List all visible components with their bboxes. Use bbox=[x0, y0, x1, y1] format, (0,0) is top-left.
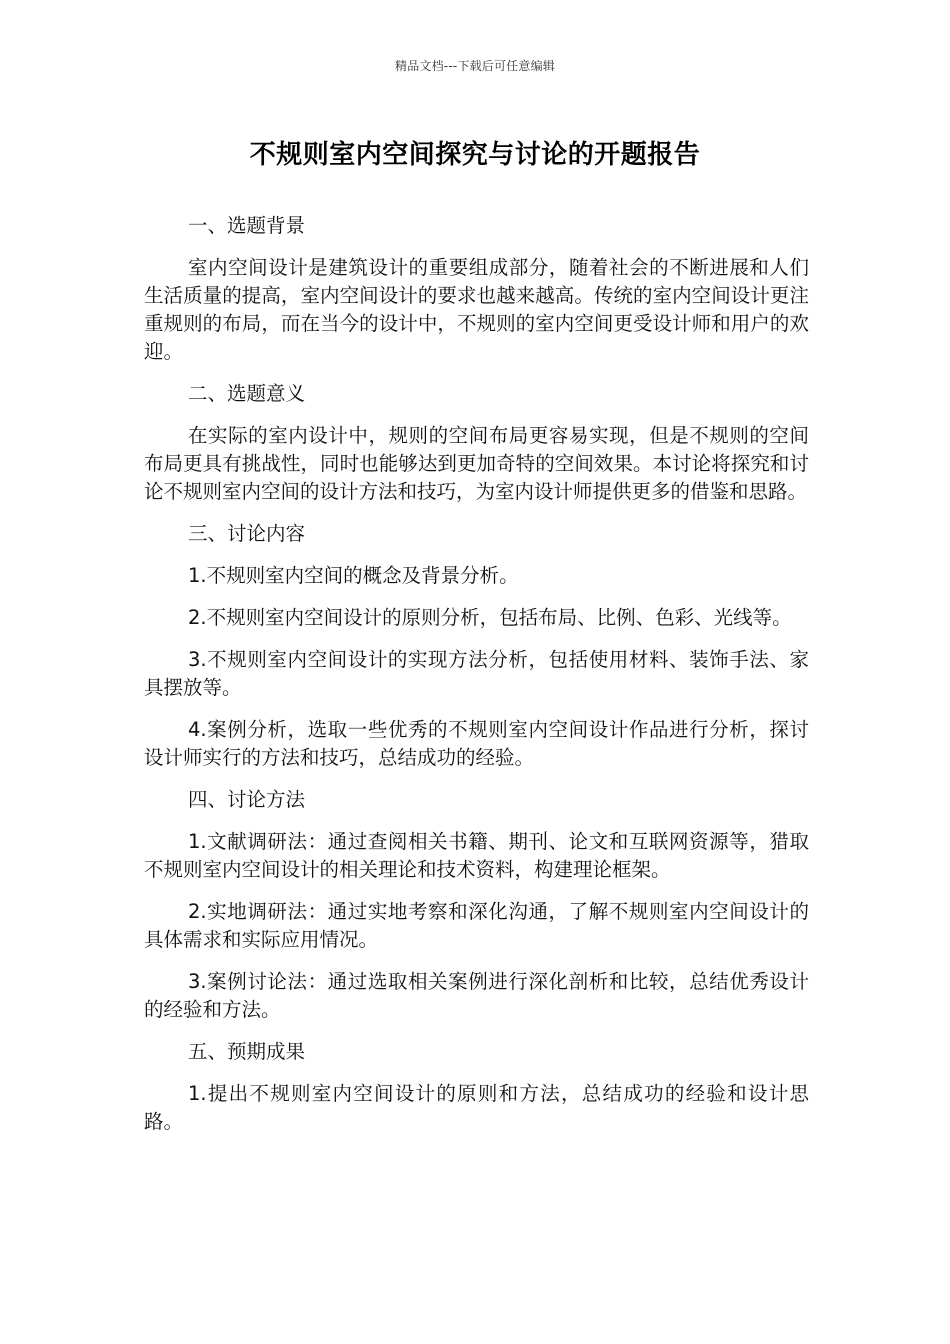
list-item: 1.文献调研法：通过查阅相关书籍、期刊、论文和互联网资源等，猎取不规则室内空间设计的相关理论和技术资料，构建理论框架。 bbox=[144, 830, 809, 881]
paragraph: 室内空间设计是建筑设计的重要组成部分，随着社会的不断进展和人们生活质量的提高，室内空间设计的要求也越来越高。传统的室内空间设计更注重规则的布局，而在当今的设计中，不规则的室内空间更受设计师和用户的欢迎。 bbox=[144, 256, 809, 363]
section-heading: 四、讨论方法 bbox=[188, 788, 306, 811]
list-item: 3.案例讨论法：通过选取相关案例进行深化剖析和比较，总结优秀设计的经验和方法。 bbox=[144, 970, 809, 1021]
list-item: 2.实地调研法：通过实地考察和深化沟通，了解不规则室内空间设计的具体需求和实际应用情况。 bbox=[144, 900, 809, 951]
section-background bbox=[144, 212, 809, 366]
section-heading: 一、选题背景 bbox=[188, 214, 306, 237]
list-item: 1.提出不规则室内空间设计的原则和方法，总结成功的经验和设计思路。 bbox=[144, 1082, 809, 1133]
paragraph: 在实际的室内设计中，规则的空间布局更容易实现，但是不规则的空间布局更具有挑战性，同时也能够达到更加奇特的空间效果。本讨论将探究和讨论不规则室内空间的设计方法和技巧，为室内设计师提供更多的借鉴和思路。 bbox=[144, 424, 809, 503]
section-heading: 二、选题意义 bbox=[188, 382, 306, 405]
section-significance bbox=[144, 380, 809, 506]
section-heading: 三、讨论内容 bbox=[188, 522, 306, 545]
document-title: 不规则室内空间探究与讨论的开题报告 bbox=[249, 140, 701, 170]
header-note: 精品文档---下载后可任意编辑 bbox=[395, 59, 555, 73]
list-item: 2.不规则室内空间设计的原则分析，包括布局、比例、色彩、光线等。 bbox=[188, 606, 792, 629]
document-body bbox=[144, 212, 809, 1150]
list-item: 1.不规则室内空间的概念及背景分析。 bbox=[188, 564, 519, 587]
list-item: 3.不规则室内空间设计的实现方法分析，包括使用材料、装饰手法、家具摆放等。 bbox=[144, 648, 809, 699]
section-heading: 五、预期成果 bbox=[188, 1040, 306, 1063]
list-item: 4.案例分析，选取一些优秀的不规则室内空间设计作品进行分析，探讨设计师实行的方法和技巧，总结成功的经验。 bbox=[144, 718, 809, 769]
section-methods bbox=[144, 786, 809, 1024]
section-content bbox=[144, 520, 809, 772]
section-expected-results bbox=[144, 1038, 809, 1136]
